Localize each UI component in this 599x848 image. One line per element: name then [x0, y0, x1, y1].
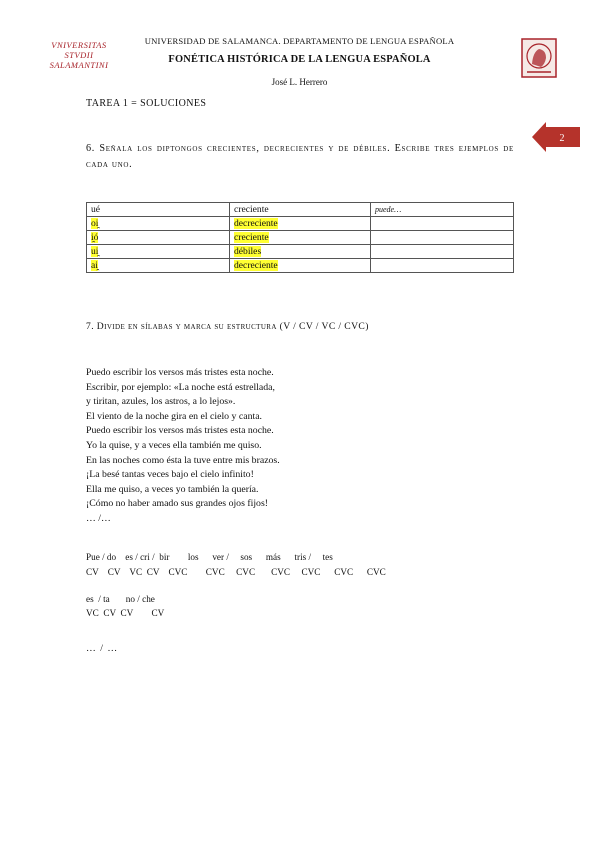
table-cell: ai̯ [91, 260, 98, 271]
question-6: 6. Señala los diptongos crecientes, decrecientes y de débiles. Escribe tres ejemplos de cada uno. [86, 143, 514, 170]
table-row [87, 231, 514, 245]
poem-line: ¡Cómo no haber amado sus grandes ojos fijos! [86, 498, 269, 510]
table-cell: ué [91, 204, 101, 215]
table-cell: creciente [234, 204, 269, 215]
table-cell: débiles [234, 246, 262, 257]
diphthong-table [86, 202, 514, 273]
poem-line: Ella me quiso, a veces yo también la quería. [86, 483, 259, 495]
continuation-mark: … / … [86, 643, 119, 654]
poem-line: … /… [86, 512, 111, 524]
structure-line-1: CV CV VC CV CVC CVC CVC CVC CVC CVC CVC [86, 567, 386, 577]
poem [86, 366, 280, 527]
poem-line: Yo la quise, y a veces ella también me quiso. [86, 439, 262, 451]
table-cell: puede… [375, 205, 402, 214]
task-title: TAREA 1 = SOLUCIONES [86, 98, 207, 109]
table-cell: i̯ó [91, 232, 99, 243]
poem-line: ¡La besé tantas veces bajo el cielo infinito! [86, 469, 254, 481]
table-row [87, 217, 514, 231]
page-number-badge [532, 122, 580, 152]
table-cell: decreciente [234, 260, 278, 271]
question-7: 7. Divide en sílabas y marca su estructura (V / CV / VC / CVC) [86, 321, 369, 332]
page-number: 2 [559, 133, 565, 144]
poem-line: y tiritan, azules, los astros, a lo lejos». [86, 396, 236, 408]
poem-line: El viento de la noche gira en el cielo y canta. [86, 410, 262, 422]
table-cell: decreciente [234, 218, 278, 229]
syllables-line-1: Pue / do es / cri / bir los ver / sos más tris / tes [86, 552, 333, 562]
table-cell: ui̯ [91, 246, 99, 257]
author-name: José L. Herrero [271, 77, 328, 87]
logo-line-2: STVDII [64, 50, 94, 60]
table-cell: oi̯ [91, 218, 99, 229]
course-title: FONÉTICA HISTÓRICA DE LA LENGUA ESPAÑOLA [168, 54, 431, 65]
table-row [87, 203, 514, 217]
logo-line-1: VNIVERSITAS [51, 40, 107, 50]
syllables-line-2: es / ta no / che [86, 594, 155, 604]
structure-line-2: VC CV CV CV [86, 608, 165, 618]
logo-line-3: SALAMANTINI [49, 60, 109, 70]
table-cell: creciente [234, 232, 269, 243]
poem-line: Puedo escribir los versos más tristes esta noche. [86, 425, 274, 437]
poem-line: Puedo escribir los versos más tristes esta noche. [86, 367, 274, 378]
poem-line: Escribir, por ejemplo: «La noche está estrellada, [86, 381, 275, 393]
poem-line: En las noches como ésta la tuve entre mis brazos. [86, 454, 280, 466]
university-line: UNIVERSIDAD DE SALAMANCA. DEPARTAMENTO DE LENGUA ESPAÑOLA [144, 36, 455, 46]
table-row [87, 259, 514, 273]
table-row [87, 245, 514, 259]
